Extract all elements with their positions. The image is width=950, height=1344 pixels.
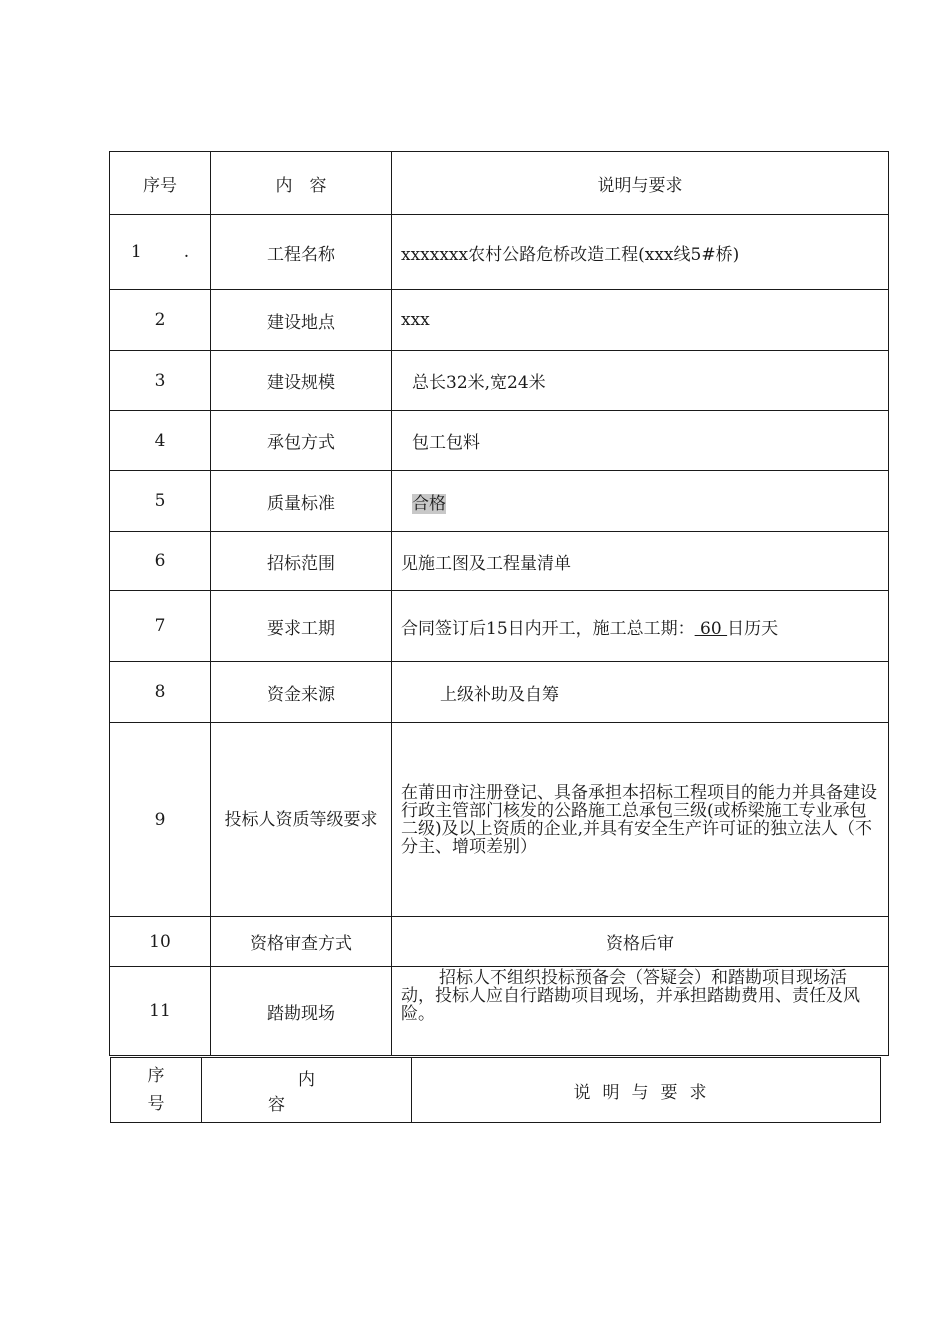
row-desc: 上级补助及自筹 xyxy=(392,662,889,723)
table-row xyxy=(110,662,889,723)
table-row xyxy=(110,917,889,967)
highlighted-text: 合格 xyxy=(412,493,446,514)
row-desc: 在莆田市注册登记、具备承担本招标工程项目的能力并具备建设行政主管部门核发的公路施工总承包三级(或桥梁施工专业承包二级)及以上资质的企业,并具有安全生产许可证的独立法人（不分主、增项差别） xyxy=(392,723,889,917)
row-desc: 资格后审 xyxy=(392,917,889,967)
row-no: 1 . xyxy=(110,215,211,290)
row-no: 3 xyxy=(110,351,211,411)
table-header-row xyxy=(111,1058,881,1123)
row-item: 工程名称 xyxy=(211,215,392,290)
row-no: 8 xyxy=(110,662,211,723)
table-row xyxy=(110,967,889,1056)
row-no: 5 xyxy=(110,471,211,532)
row-desc: xxxxxxx农村公路危桥改造工程(xxx线5#桥) xyxy=(392,215,889,290)
table-header-row xyxy=(110,152,889,215)
header-desc: 说明与要求 xyxy=(412,1058,881,1123)
row-no: 9 xyxy=(110,723,211,917)
row-item: 投标人资质等级要求 xyxy=(211,723,392,917)
table-row xyxy=(110,411,889,471)
row-item: 踏勘现场 xyxy=(211,967,392,1056)
row-no: 7 xyxy=(110,591,211,662)
row-item: 建设规模 xyxy=(211,351,392,411)
header-content: 内 容 xyxy=(211,152,392,215)
row-no: 11 xyxy=(110,967,211,1056)
row-item: 质量标准 xyxy=(211,471,392,532)
row-desc: 包工包料 xyxy=(392,411,889,471)
table-row xyxy=(110,723,889,917)
row-item: 建设地点 xyxy=(211,290,392,351)
row-desc: 招标人不组织投标预备会（答疑会）和踏勘项目现场活动，投标人应自行踏勘项目现场，并承担踏勘费用、责任及风险。 xyxy=(392,967,889,1056)
row-item: 资格审查方式 xyxy=(211,917,392,967)
row-desc xyxy=(392,471,889,532)
header-content: 内容 xyxy=(202,1058,412,1123)
table-row xyxy=(110,591,889,662)
table-row xyxy=(110,532,889,591)
duration-days: 60 xyxy=(694,618,728,639)
row-item: 资金来源 xyxy=(211,662,392,723)
row-item: 承包方式 xyxy=(211,411,392,471)
continuation-header-table xyxy=(110,1057,881,1123)
row-no: 4 xyxy=(110,411,211,471)
row-desc: 合同签订后15日内开工，施工总工期： 60 日历天 xyxy=(392,591,889,662)
tender-info-table xyxy=(109,151,889,1056)
table-row xyxy=(110,471,889,532)
row-no: 10 xyxy=(110,917,211,967)
row-item: 要求工期 xyxy=(211,591,392,662)
row-no: 6 xyxy=(110,532,211,591)
row-item: 招标范围 xyxy=(211,532,392,591)
row-no: 2 xyxy=(110,290,211,351)
header-no: 序号 xyxy=(110,152,211,215)
row-desc: 总长32米,宽24米 xyxy=(392,351,889,411)
table-row xyxy=(110,351,889,411)
table-row xyxy=(110,290,889,351)
header-no: 序号 xyxy=(111,1058,202,1123)
table-row xyxy=(110,215,889,290)
row-desc: 见施工图及工程量清单 xyxy=(392,532,889,591)
row-desc: xxx xyxy=(392,290,889,351)
header-desc: 说明与要求 xyxy=(392,152,889,215)
